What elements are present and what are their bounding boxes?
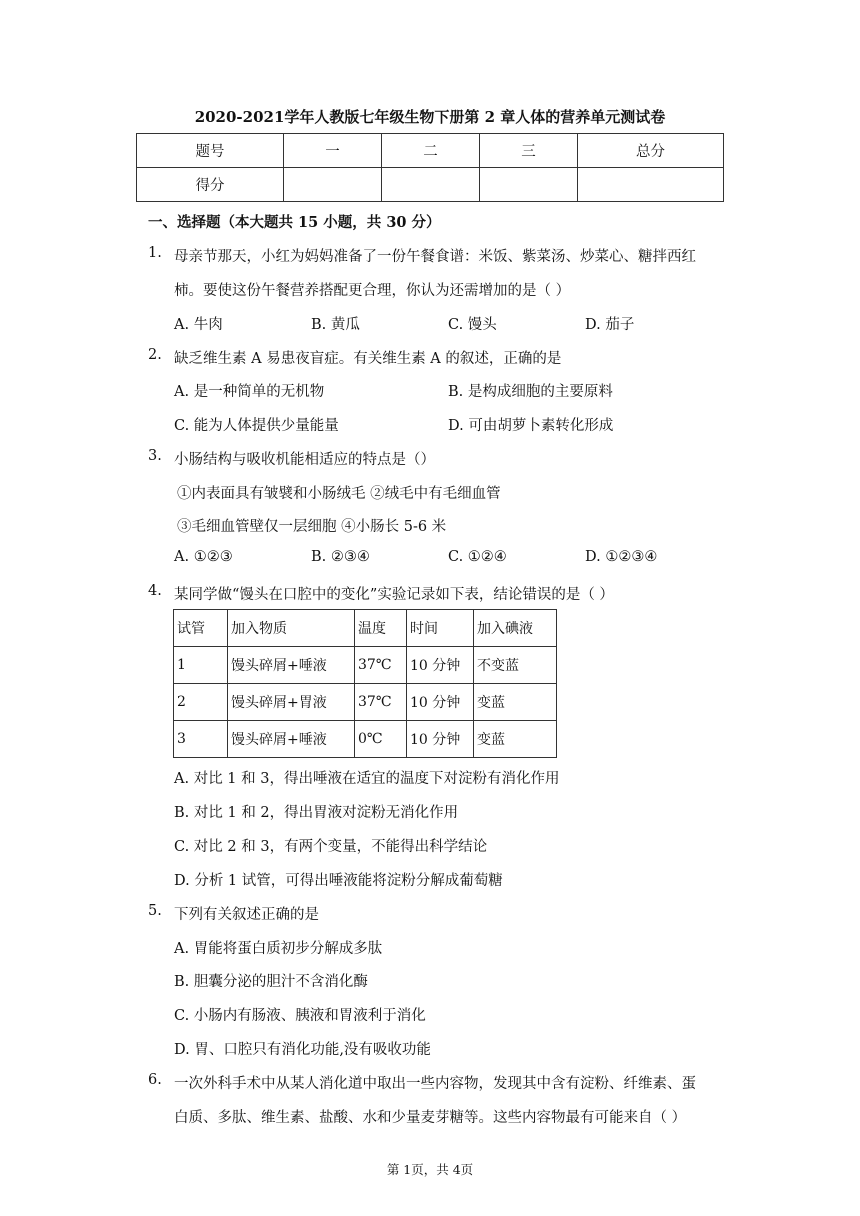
question-text: 一次外科手术中从某人消化道中取出一些内容物，发现其中含有淀粉、纤维素、蛋 xyxy=(174,1076,696,1092)
table-cell: 馒头碎屑+唾液 xyxy=(228,721,355,758)
experiment-header-cell: 温度 xyxy=(355,610,407,647)
question-number: 2. xyxy=(148,347,162,363)
score-table xyxy=(136,133,724,202)
score-table-header-row xyxy=(137,134,724,168)
table-cell: 10 分钟 xyxy=(407,647,474,684)
experiment-header-cell: 时间 xyxy=(407,610,474,647)
option-a: A. 对比 1 和 3，得出唾液在适宜的温度下对淀粉有消化作用 xyxy=(174,771,560,787)
question-text: 下列有关叙述正确的是 xyxy=(174,907,319,923)
page-footer: 第 1页，共 4页 xyxy=(386,1162,474,1177)
score-header-cell: 二 xyxy=(382,134,480,168)
question-number: 1. xyxy=(148,245,162,261)
score-header-cell: 题号 xyxy=(137,134,284,168)
question-text: 某同学做“馒头在口腔中的变化”实验记录如下表，结论错误的是（ ） xyxy=(174,587,614,603)
question-text: 小肠结构与吸收机能相适应的特点是（） xyxy=(174,452,435,468)
question-text: 缺乏维生素 A 易患夜盲症。有关维生素 A 的叙述，正确的是 xyxy=(174,351,562,367)
option-d: D. ①②③④ xyxy=(585,549,658,565)
option-d: D. 茄子 xyxy=(585,317,635,333)
question-text: 柿。要使这份午餐营养搭配更合理，你认为还需增加的是（ ） xyxy=(174,283,571,299)
table-cell: 3 xyxy=(174,721,228,758)
question-number: 5. xyxy=(148,903,162,919)
section-title: 一、选择题（本大题共 15 小题，共 30 分） xyxy=(148,214,441,231)
option-c: C. 小肠内有肠液、胰液和胃液利于消化 xyxy=(174,1008,426,1024)
table-cell: 37℃ xyxy=(355,684,407,721)
page-title: 2020-2021学年人教版七年级生物下册第 2 章人体的营养单元测试卷 xyxy=(194,108,666,126)
option-d: D. 分析 1 试管，可得出唾液能将淀粉分解成葡萄糖 xyxy=(174,873,503,889)
option-d: D. 胃、口腔只有消化功能,没有吸收功能 xyxy=(174,1042,431,1058)
table-row xyxy=(174,721,557,758)
table-cell: 变蓝 xyxy=(474,684,557,721)
option-c: C. 能为人体提供少量能量 xyxy=(174,418,339,434)
experiment-table-header-row xyxy=(174,610,557,647)
score-row-label: 得分 xyxy=(137,168,284,202)
table-cell: 0℃ xyxy=(355,721,407,758)
score-header-cell: 总分 xyxy=(578,134,724,168)
option-d: D. 可由胡萝卜素转化形成 xyxy=(448,418,614,434)
table-cell: 馒头碎屑+唾液 xyxy=(228,647,355,684)
table-cell: 10 分钟 xyxy=(407,684,474,721)
table-cell: 2 xyxy=(174,684,228,721)
option-a: A. ①②③ xyxy=(174,549,233,565)
option-b: B. 是构成细胞的主要原料 xyxy=(448,384,613,400)
table-cell: 变蓝 xyxy=(474,721,557,758)
option-b: B. 黄瓜 xyxy=(311,317,360,333)
experiment-header-cell: 试管 xyxy=(174,610,228,647)
option-c: C. ①②④ xyxy=(448,549,507,565)
experiment-header-cell: 加入碘液 xyxy=(474,610,557,647)
experiment-table xyxy=(173,609,557,758)
option-b: B. 胆囊分泌的胆汁不含消化酶 xyxy=(174,974,368,990)
score-cell xyxy=(382,168,480,202)
question-text: 白质、多肽、维生素、盐酸、水和少量麦芽糖等。这些内容物最有可能来自（ ） xyxy=(174,1110,687,1126)
option-a: A. 牛肉 xyxy=(174,317,223,333)
option-c: C. 对比 2 和 3，有两个变量，不能得出科学结论 xyxy=(174,839,488,855)
score-header-cell: 三 xyxy=(480,134,578,168)
table-cell: 不变蓝 xyxy=(474,647,557,684)
table-cell: 10 分钟 xyxy=(407,721,474,758)
table-cell: 37℃ xyxy=(355,647,407,684)
question-number: 3. xyxy=(148,448,162,464)
option-b: B. ②③④ xyxy=(311,549,370,565)
score-cell xyxy=(284,168,382,202)
score-cell xyxy=(578,168,724,202)
option-a: A. 胃能将蛋白质初步分解成多肽 xyxy=(174,941,383,957)
question-text: 母亲节那天，小红为妈妈准备了一份午餐食谱：米饭、紫菜汤、炒菜心、糖拌西红 xyxy=(174,249,696,265)
table-cell: 1 xyxy=(174,647,228,684)
question-number: 6. xyxy=(148,1072,162,1088)
table-cell: 馒头碎屑+胃液 xyxy=(228,684,355,721)
score-cell xyxy=(480,168,578,202)
option-c: C. 馒头 xyxy=(448,317,497,333)
table-row xyxy=(174,647,557,684)
experiment-header-cell: 加入物质 xyxy=(228,610,355,647)
score-table-score-row xyxy=(137,168,724,202)
table-row xyxy=(174,684,557,721)
score-header-cell: 一 xyxy=(284,134,382,168)
question-statement: ③毛细血管壁仅一层细胞 ④小肠长 5-6 米 xyxy=(177,519,447,535)
option-a: A. 是一种简单的无机物 xyxy=(174,384,325,400)
option-b: B. 对比 1 和 2，得出胃液对淀粉无消化作用 xyxy=(174,805,459,821)
question-number: 4. xyxy=(148,583,162,599)
question-statement: ①内表面具有皱襞和小肠绒毛 ②绒毛中有毛细血管 xyxy=(177,486,501,502)
